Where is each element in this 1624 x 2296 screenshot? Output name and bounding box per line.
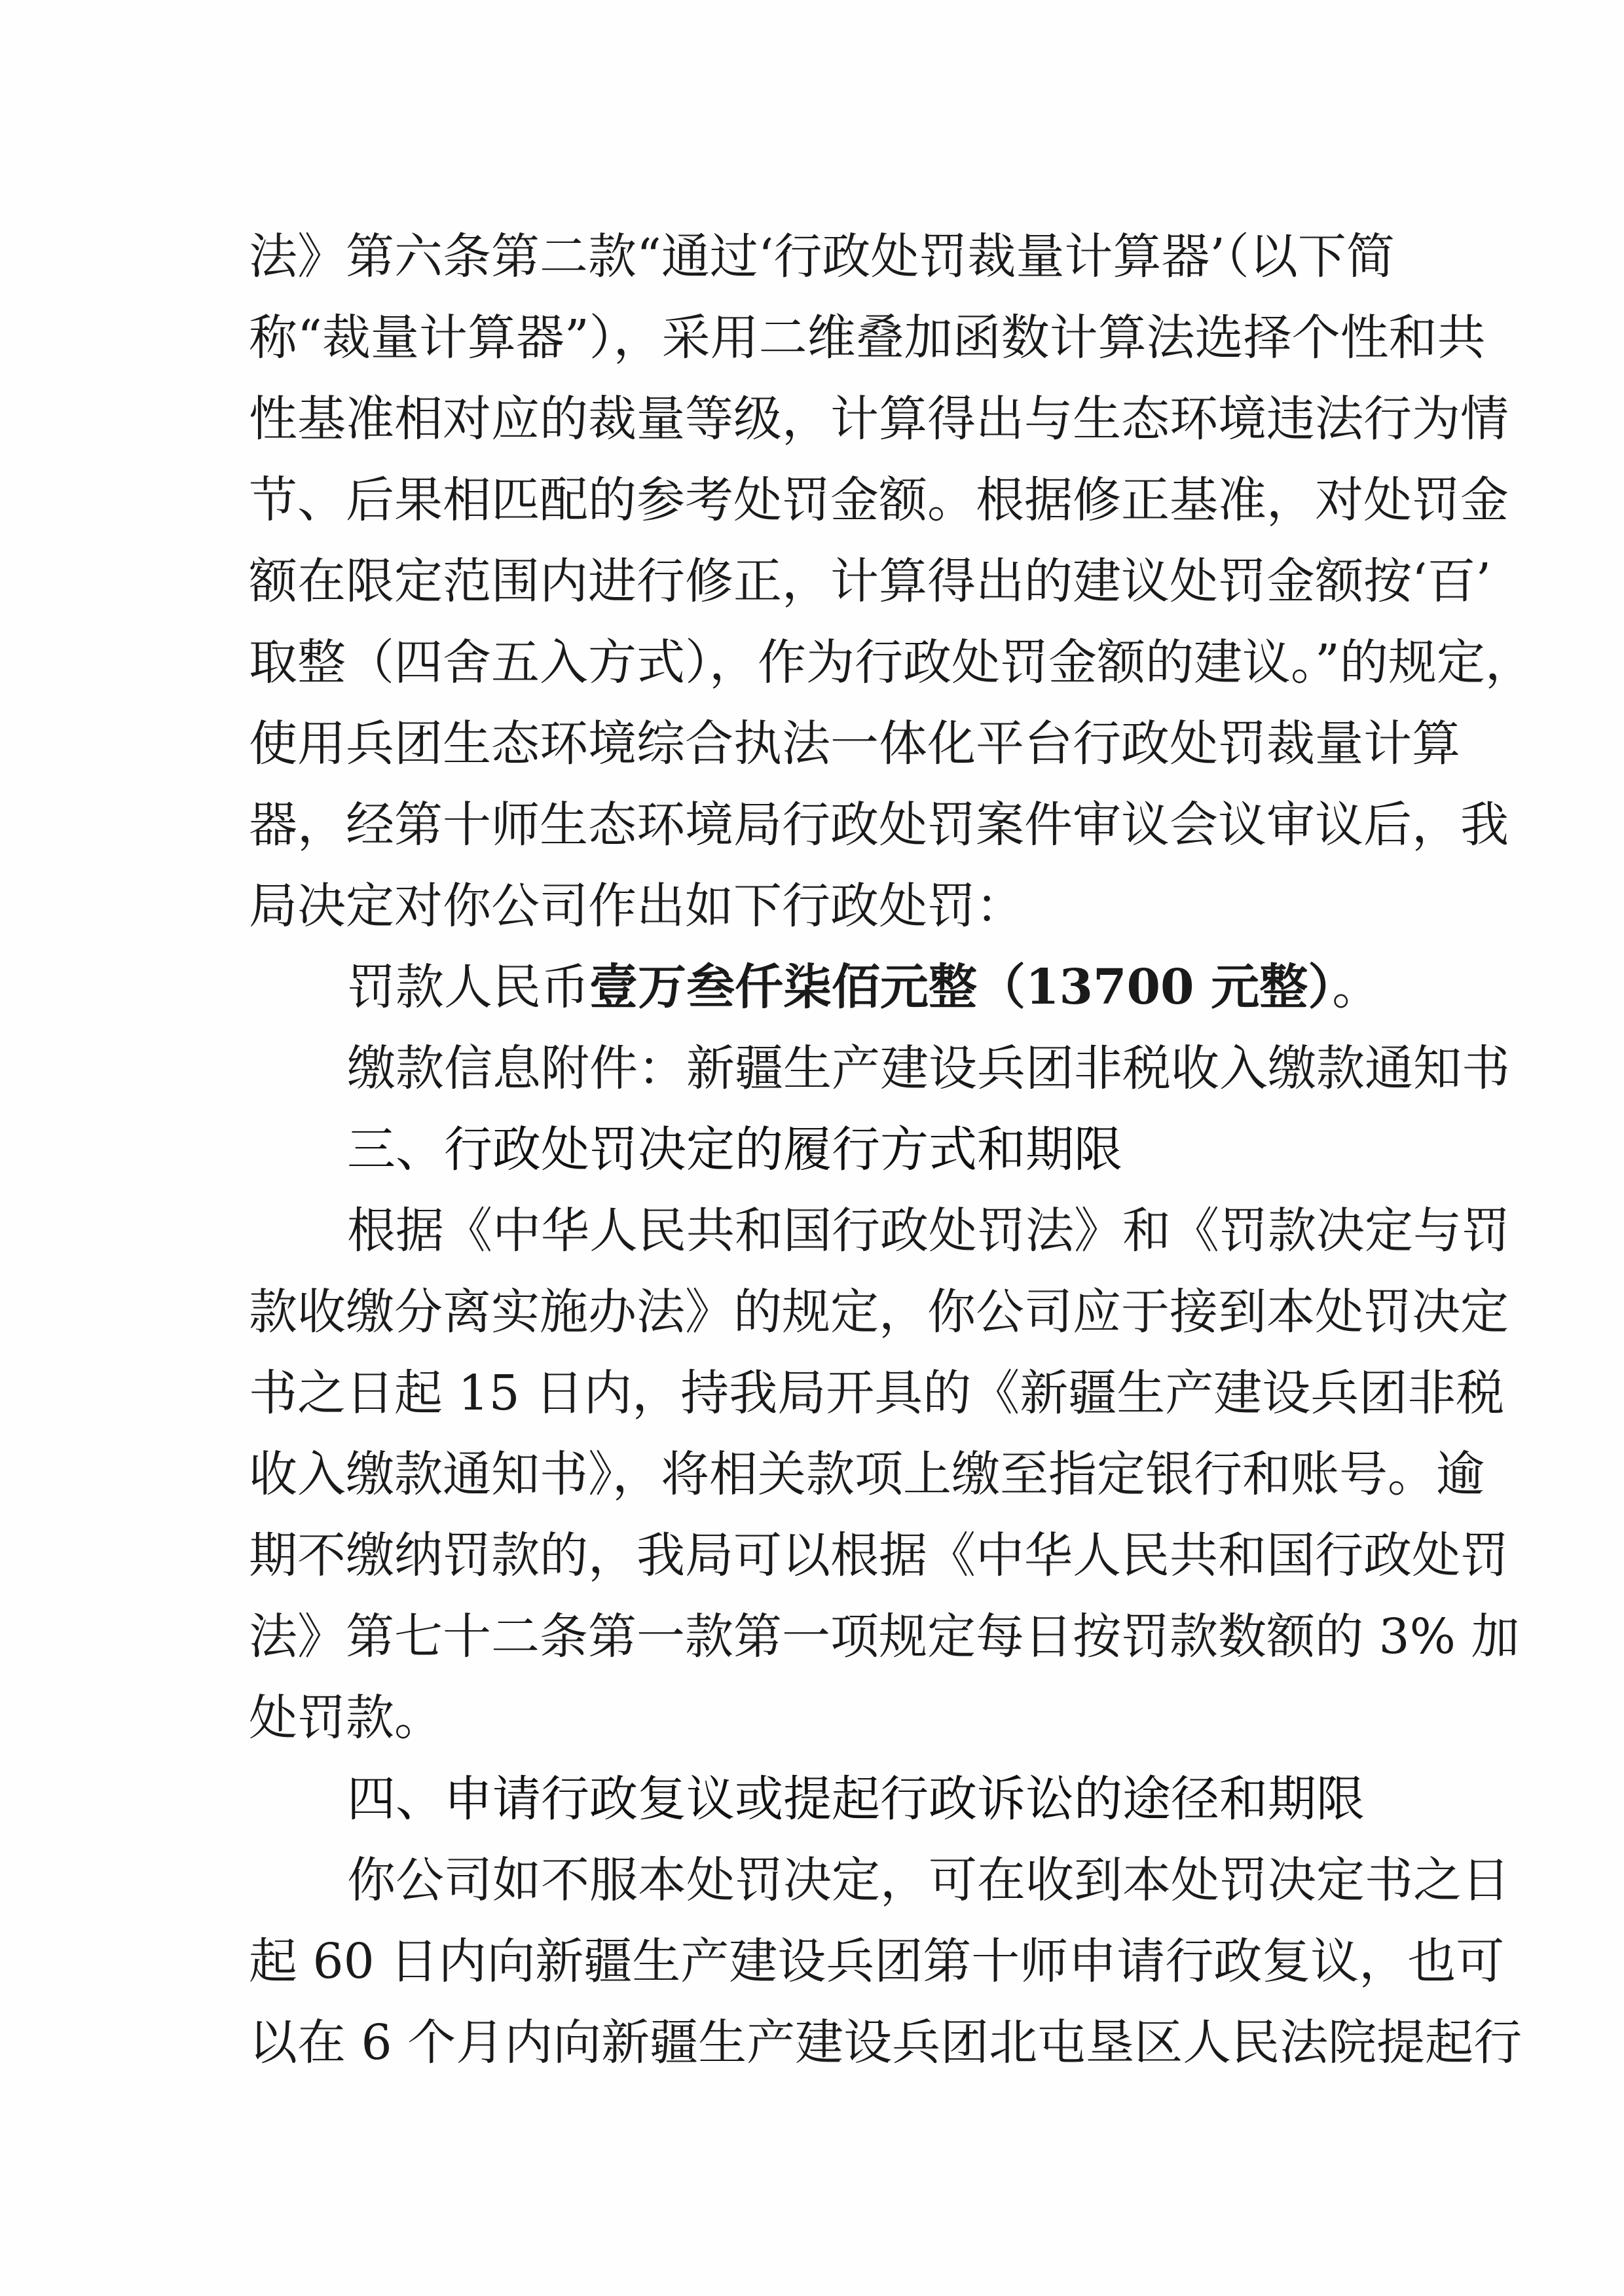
paragraph-line: 处罚款。 [249, 1690, 443, 1746]
fine-suffix: 。 [1332, 959, 1381, 1015]
fine-amount-words: 壹万叁仟柒佰元整 [589, 959, 977, 1015]
paragraph-line: 性基准相对应的裁量等级，计算得出与生态环境违法行为情 [249, 391, 1509, 447]
paragraph-line: 起 60 日内向新疆生产建设兵团第十师申请行政复议，也可 [249, 1933, 1505, 1990]
paragraph-line: 书之日起 15 日内，持我局开具的《新疆生产建设兵团非税 [249, 1365, 1505, 1421]
paragraph-line: 你公司如不服本处罚决定，可在收到本处罚决定书之日 [347, 1852, 1510, 1908]
paragraph-line: 器，经第十师生态环境局行政处罚案件审议会议审议后，我 [249, 797, 1509, 853]
paragraph-line: 期不缴纳罚款的，我局可以根据《中华人民共和国行政处罚 [249, 1527, 1509, 1584]
paragraph-line: 额在限定范围内进行修正，计算得出的建议处罚金额按‘百’ [249, 553, 1492, 610]
attachment-line: 缴款信息附件：新疆生产建设兵团非税收入缴款通知书 [347, 1040, 1510, 1097]
paragraph-line: 使用兵团生态环境综合执法一体化平台行政处罚裁量计算 [249, 716, 1460, 772]
fine-amount-line [249, 947, 1388, 1028]
paragraph-line: 根据《中华人民共和国行政处罚法》和《罚款决定与罚 [347, 1203, 1510, 1259]
fine-prefix: 罚款人民币 [347, 959, 589, 1015]
paragraph-line: 以在 6 个月内向新疆生产建设兵团北屯垦区人民法院提起行 [249, 2014, 1522, 2071]
fine-amount-number: （13700 元整） [977, 959, 1333, 1015]
section-heading-4: 四、申请行政复议或提起行政诉讼的途径和期限 [347, 1771, 1365, 1827]
paragraph-line: 法》第六条第二款“通过‘行政处罚裁量计算器’（以下简 [249, 228, 1395, 285]
paragraph-line: 法》第七十二条第一款第一项规定每日按罚款数额的 3% 加 [249, 1609, 1520, 1665]
paragraph-line: 取整（四舍五入方式），作为行政处罚金额的建议。”的规定， [249, 634, 1534, 691]
paragraph-line: 收入缴款通知书》，将相关款项上缴至指定银行和账号。逾 [249, 1446, 1485, 1503]
paragraph-line: 局决定对你公司作出如下行政处罚： [249, 878, 1024, 934]
paragraph-line: 节、后果相匹配的参考处罚金额。根据修正基准，对处罚金 [249, 472, 1509, 528]
paragraph-line: 款收缴分离实施办法》的规定，你公司应于接到本处罚决定 [249, 1284, 1509, 1340]
section-heading-3: 三、行政处罚决定的履行方式和期限 [347, 1121, 1122, 1178]
paragraph-line: 称“裁量计算器”），采用二维叠加函数计算法选择个性和共 [249, 310, 1486, 366]
